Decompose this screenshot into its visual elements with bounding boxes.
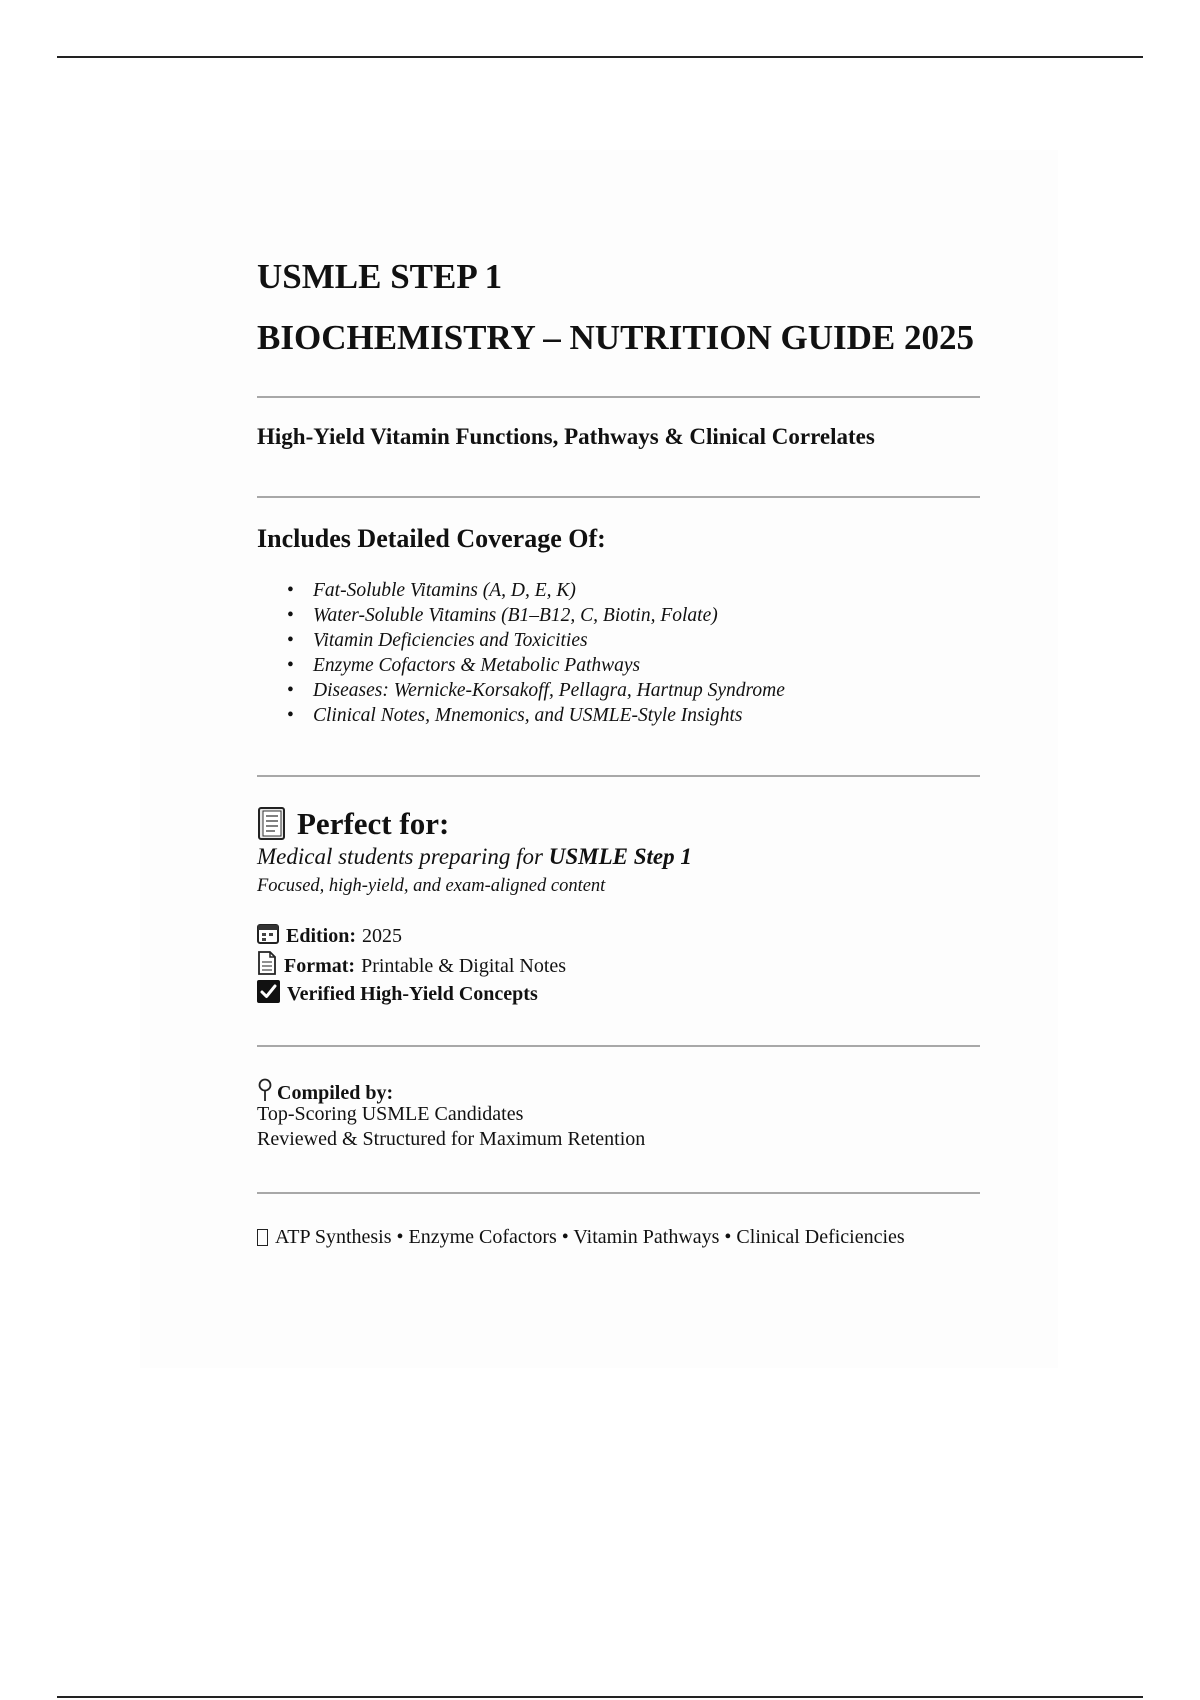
missing-glyph-icon	[257, 1229, 268, 1246]
audience-line	[257, 844, 692, 870]
audience-exam: USMLE Step 1	[548, 844, 692, 869]
subtitle: High-Yield Vitamin Functions, Pathways & Clinical Correlates	[257, 424, 875, 449]
coverage-heading: Includes Detailed Coverage Of:	[257, 524, 606, 553]
divider	[257, 496, 980, 498]
divider	[257, 1192, 980, 1194]
topics-footer	[257, 1226, 905, 1249]
compiled-line-1: Top-Scoring USMLE Candidates	[257, 1103, 524, 1125]
perfect-for-heading	[257, 806, 449, 842]
edition-row	[257, 922, 402, 950]
verified-label: Verified High-Yield Concepts	[287, 983, 538, 1005]
book-icon	[257, 807, 287, 841]
topics-text: ATP Synthesis • Enzyme Cofactors • Vitamin Pathways • Clinical Deficiencies	[275, 1226, 905, 1248]
coverage-list	[257, 578, 785, 728]
title-line-1: USMLE STEP 1	[257, 257, 503, 296]
divider	[257, 396, 980, 398]
list-item: • Water-Soluble Vitamins (B1–B12, C, Biotin, Folate)	[313, 603, 785, 628]
compiled-label: Compiled by:	[277, 1081, 394, 1104]
format-label: Format:	[284, 954, 356, 977]
compiled-line-2: Reviewed & Structured for Maximum Retention	[257, 1128, 646, 1150]
format-value: Printable & Digital Notes	[361, 954, 567, 977]
audience-prefix: Medical students preparing for	[257, 844, 549, 869]
divider	[257, 1045, 980, 1047]
list-item: • Clinical Notes, Mnemonics, and USMLE-Style Insights	[313, 703, 785, 728]
verified-row	[257, 980, 538, 1009]
title-line-2: BIOCHEMISTRY – NUTRITION GUIDE 2025	[257, 318, 975, 357]
focus-line: Focused, high-yield, and exam-aligned content	[257, 876, 606, 896]
page-bottom-rule	[57, 1696, 1143, 1698]
list-item: • Diseases: Wernicke-Korsakoff, Pellagra, Hartnup Syndrome	[313, 678, 785, 703]
calendar-icon	[257, 922, 279, 950]
list-item: • Enzyme Cofactors & Metabolic Pathways	[313, 653, 785, 678]
format-row	[257, 951, 566, 981]
edition-label: Edition:	[286, 924, 357, 947]
perfect-for-label: Perfect for:	[297, 806, 450, 841]
document-icon	[257, 951, 277, 981]
list-item: • Vitamin Deficiencies and Toxicities	[313, 628, 785, 653]
edition-value: 2025	[362, 924, 403, 947]
checkbox-checked-icon	[257, 980, 280, 1009]
page-top-rule	[57, 56, 1143, 58]
divider	[257, 775, 980, 777]
list-item: • Fat-Soluble Vitamins (A, D, E, K)	[313, 578, 785, 603]
